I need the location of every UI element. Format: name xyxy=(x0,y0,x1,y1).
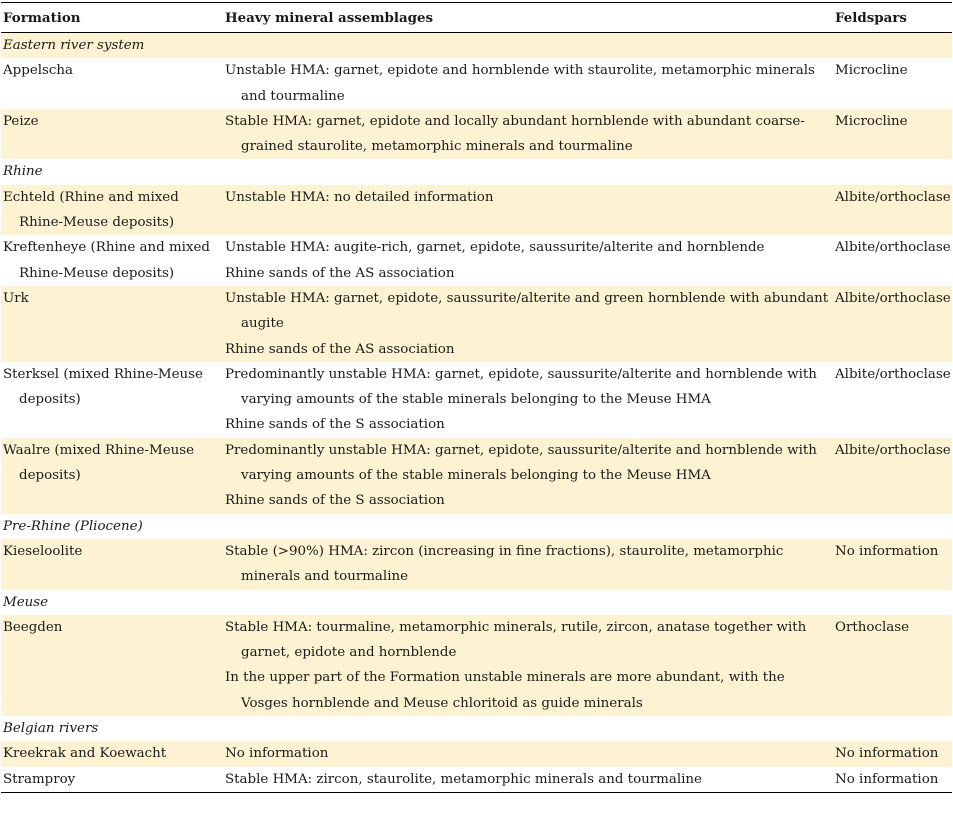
table-header-row xyxy=(1,3,952,33)
formation-cell xyxy=(1,286,223,362)
formation-name: Peize xyxy=(3,113,39,129)
feldspars-cell: No information xyxy=(833,539,952,590)
table-row xyxy=(1,235,952,286)
hma-text: Unstable HMA: garnet, epidote and hornblende with staurolite, metamorphic minerals and tourmaline xyxy=(225,63,815,104)
formation-name: Sterksel (mixed Rhine-Meuse deposits) xyxy=(3,366,203,408)
table-row xyxy=(1,185,952,236)
feldspars-cell: Albite/orthoclase xyxy=(833,286,952,362)
formation-cell xyxy=(1,438,223,514)
hma-text: Stable (>90%) HMA: zircon (increasing in fine fractions), staurolite, metamorphic minerals and tourmaline xyxy=(225,543,784,585)
hma-cell xyxy=(223,286,833,362)
header-formation: Formation xyxy=(1,3,223,33)
formation-name: Appelscha xyxy=(3,63,74,79)
header-feldspars: Feldspars xyxy=(833,3,952,33)
formation-cell xyxy=(1,615,223,716)
table-row xyxy=(1,286,952,362)
group-label: Belgian rivers xyxy=(3,721,99,737)
hma-text: Unstable HMA: augite-rich, garnet, epidote, saussurite/alterite and hornblende xyxy=(225,240,765,256)
formation-cell xyxy=(1,58,223,109)
hma-cell xyxy=(223,615,833,716)
feldspars-cell: Albite/orthoclase xyxy=(833,185,952,236)
hma-cell xyxy=(223,362,833,438)
hma-text: Stable HMA: garnet, epidote and locally abundant hornblende with abundant coarse-grained staurolite, metamorphic minerals and tourmaline xyxy=(225,113,805,155)
group-header-row xyxy=(1,514,952,539)
hma-text: Predominantly unstable HMA: garnet, epidote, saussurite/alterite and hornblende with varying amounts of the stable minerals belonging to the Meuse HMA xyxy=(225,442,817,484)
formation-cell xyxy=(1,362,223,438)
group-label: Rhine xyxy=(3,164,43,180)
formation-cell xyxy=(1,539,223,590)
hma-text: Predominantly unstable HMA: garnet, epidote, saussurite/alterite and hornblende with varying amounts of the stable minerals belonging to the Meuse HMA xyxy=(225,366,817,408)
hma-text: Rhine sands of the AS association xyxy=(225,265,455,281)
table-row xyxy=(1,741,952,766)
table-row xyxy=(1,615,952,716)
table-row xyxy=(1,767,952,793)
hma-cell xyxy=(223,539,833,590)
hma-cell xyxy=(223,438,833,514)
group-header-row xyxy=(1,159,952,184)
formation-cell xyxy=(1,235,223,286)
group-header-row xyxy=(1,716,952,741)
formation-cell xyxy=(1,741,223,766)
formation-cell xyxy=(1,109,223,160)
hma-text: No information xyxy=(225,746,329,762)
table-body xyxy=(1,33,952,793)
group-label: Eastern river system xyxy=(1,33,952,59)
formation-cell xyxy=(1,767,223,793)
table-row xyxy=(1,362,952,438)
hma-cell xyxy=(223,109,833,160)
formation-name: Urk xyxy=(3,290,29,306)
hma-text: Rhine sands of the S association xyxy=(225,493,445,509)
feldspars-cell: No information xyxy=(833,741,952,766)
hma-text: Stable HMA: tourmaline, metamorphic minerals, rutile, zircon, anatase together with garnet, epidote and hornblende xyxy=(225,619,807,661)
feldspars-cell: No information xyxy=(835,771,939,787)
feldspars-cell: Microcline xyxy=(835,63,908,79)
table-row xyxy=(1,539,952,590)
hma-cell xyxy=(223,185,833,236)
group-header-row xyxy=(1,33,952,59)
formation-name: Waalre (mixed Rhine-Meuse deposits) xyxy=(3,442,195,484)
hma-cell xyxy=(223,58,833,109)
hma-text: Stable HMA: zircon, staurolite, metamorphic minerals and tourmaline xyxy=(225,771,702,787)
formation-cell xyxy=(1,185,223,236)
formation-name: Kreftenheye (Rhine and mixed Rhine-Meuse deposits) xyxy=(3,240,210,281)
formation-name: Kieseloolite xyxy=(3,543,83,559)
hma-cell xyxy=(223,767,833,793)
formation-name: Beegden xyxy=(3,619,63,635)
hma-cell xyxy=(223,741,833,766)
group-label: Meuse xyxy=(3,594,49,610)
hma-text: Rhine sands of the S association xyxy=(225,417,445,433)
hma-text: In the upper part of the Formation unstable minerals are more abundant, with the Vosges hornblende and Meuse chloritoid as guide minerals xyxy=(225,670,785,711)
formation-name: Echteld (Rhine and mixed Rhine-Meuse deposits) xyxy=(3,189,179,231)
group-label: Pre-Rhine (Pliocene) xyxy=(3,518,143,534)
hma-text: Unstable HMA: garnet, epidote, saussurite/alterite and green hornblende with abundant augite xyxy=(225,290,829,332)
feldspars-cell: Microcline xyxy=(833,109,952,160)
feldspars-cell: Albite/orthoclase xyxy=(835,240,951,256)
table-row xyxy=(1,109,952,160)
formation-name: Stramproy xyxy=(3,771,76,787)
feldspars-cell: Albite/orthoclase xyxy=(833,438,952,514)
formation-name: Kreekrak and Koewacht xyxy=(3,746,167,762)
feldspars-cell: Orthoclase xyxy=(833,615,952,716)
table-row xyxy=(1,58,952,109)
feldspars-cell: Albite/orthoclase xyxy=(835,366,951,382)
header-heavy-mineral-assemblages: Heavy mineral assemblages xyxy=(223,3,833,33)
table-row xyxy=(1,438,952,514)
group-header-row xyxy=(1,590,952,615)
heavy-mineral-table xyxy=(1,2,952,793)
hma-cell xyxy=(223,235,833,286)
hma-text: Rhine sands of the AS association xyxy=(225,341,455,357)
hma-text: Unstable HMA: no detailed information xyxy=(225,189,494,205)
